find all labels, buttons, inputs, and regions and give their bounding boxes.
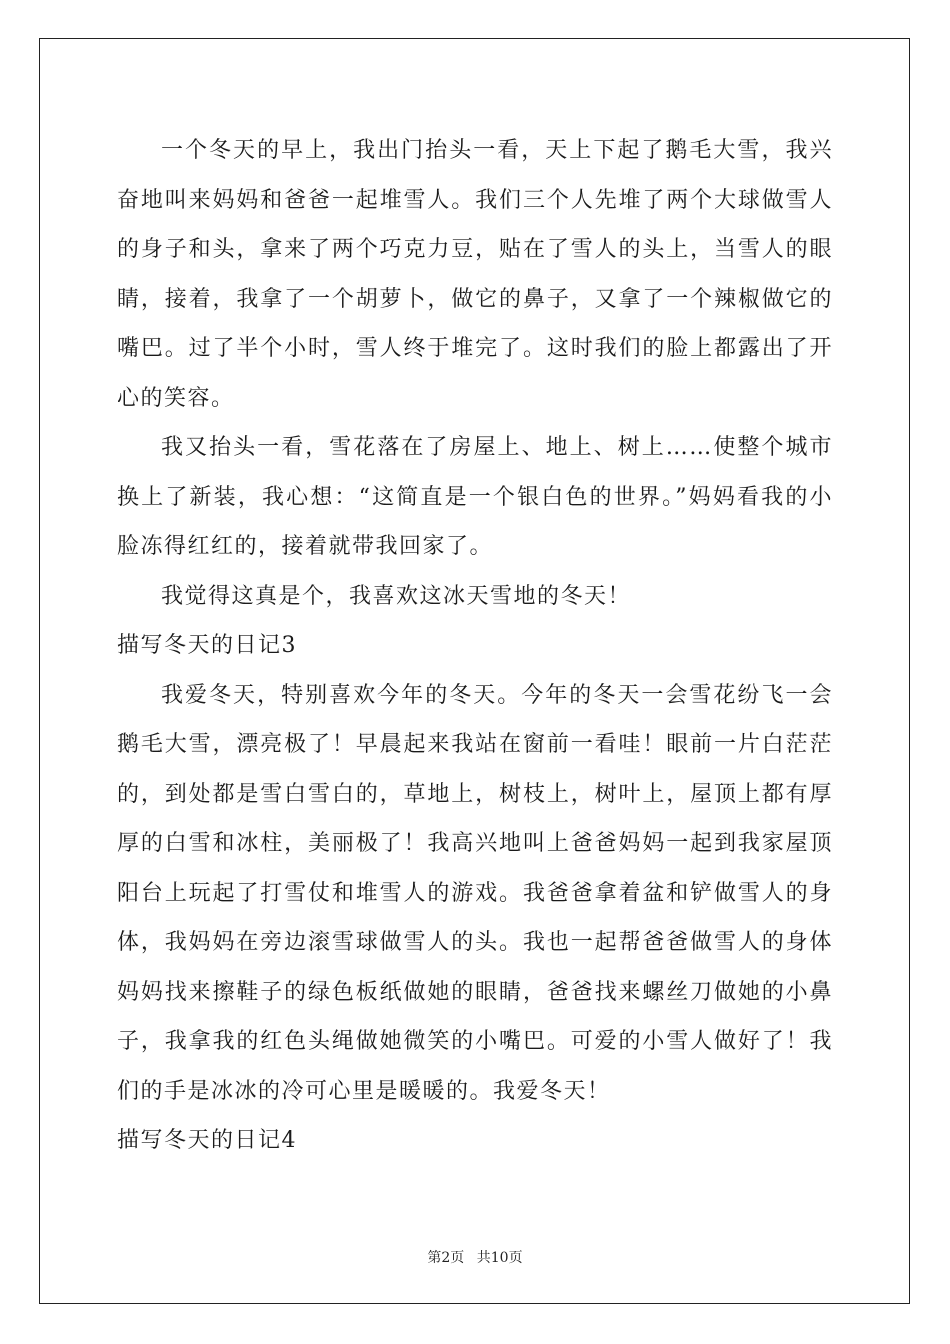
page-footer bbox=[0, 1248, 950, 1268]
paragraph: 我觉得这真是个，我喜欢这冰天雪地的冬天！ bbox=[161, 583, 632, 609]
document-body bbox=[117, 126, 833, 1166]
page-total: 共10页 bbox=[476, 1250, 523, 1266]
section-heading: 描写冬天的日记3 bbox=[117, 633, 297, 658]
paragraph: 我又抬头一看，雪花落在了房屋上、地上、树上……使整个城市换上了新装，我心想：“这简直是一个银白色的世界。”妈妈看我的小脸冻得红红的，接着就带我回家了。 bbox=[117, 435, 833, 559]
paragraph: 我爱冬天，特别喜欢今年的冬天。今年的冬天一会雪花纷飞一会鹅毛大雪，漂亮极了！早晨起来我站在窗前一看哇！眼前一片白茫茫的，到处都是雪白雪白的，草地上，树枝上，树叶上，屋顶上都有厚厚的白雪和冰柱，美丽极了！我高兴地叫上爸爸妈妈一起到我家屋顶阳台上玩起了打雪仗和堆雪人的游戏。我爸爸拿着盆和铲做雪人的身体，我妈妈在旁边滚雪球做雪人的头。我也一起帮爸爸做雪人的身体妈妈找来擦鞋子的绿色板纸做她的眼睛，爸爸找来螺丝刀做她的小鼻子，我拿我的红色头绳做她微笑的小嘴巴。可爱的小雪人做好了！我们的手是冰冰的冷可心里是暖暖的。我爱冬天！ bbox=[117, 682, 833, 1104]
page-number: 第2页 bbox=[427, 1250, 465, 1266]
section-heading: 描写冬天的日记4 bbox=[117, 1128, 297, 1153]
paragraph: 一个冬天的早上，我出门抬头一看，天上下起了鹅毛大雪，我兴奋地叫来妈妈和爸爸一起堆雪人。我们三个人先堆了两个大球做雪人的身子和头，拿来了两个巧克力豆，贴在了雪人的头上，当雪人的眼睛，接着，我拿了一个胡萝卜，做它的鼻子，又拿了一个辣椒做它的嘴巴。过了半个小时，雪人终于堆完了。这时我们的脸上都露出了开心的笑容。 bbox=[117, 138, 833, 411]
